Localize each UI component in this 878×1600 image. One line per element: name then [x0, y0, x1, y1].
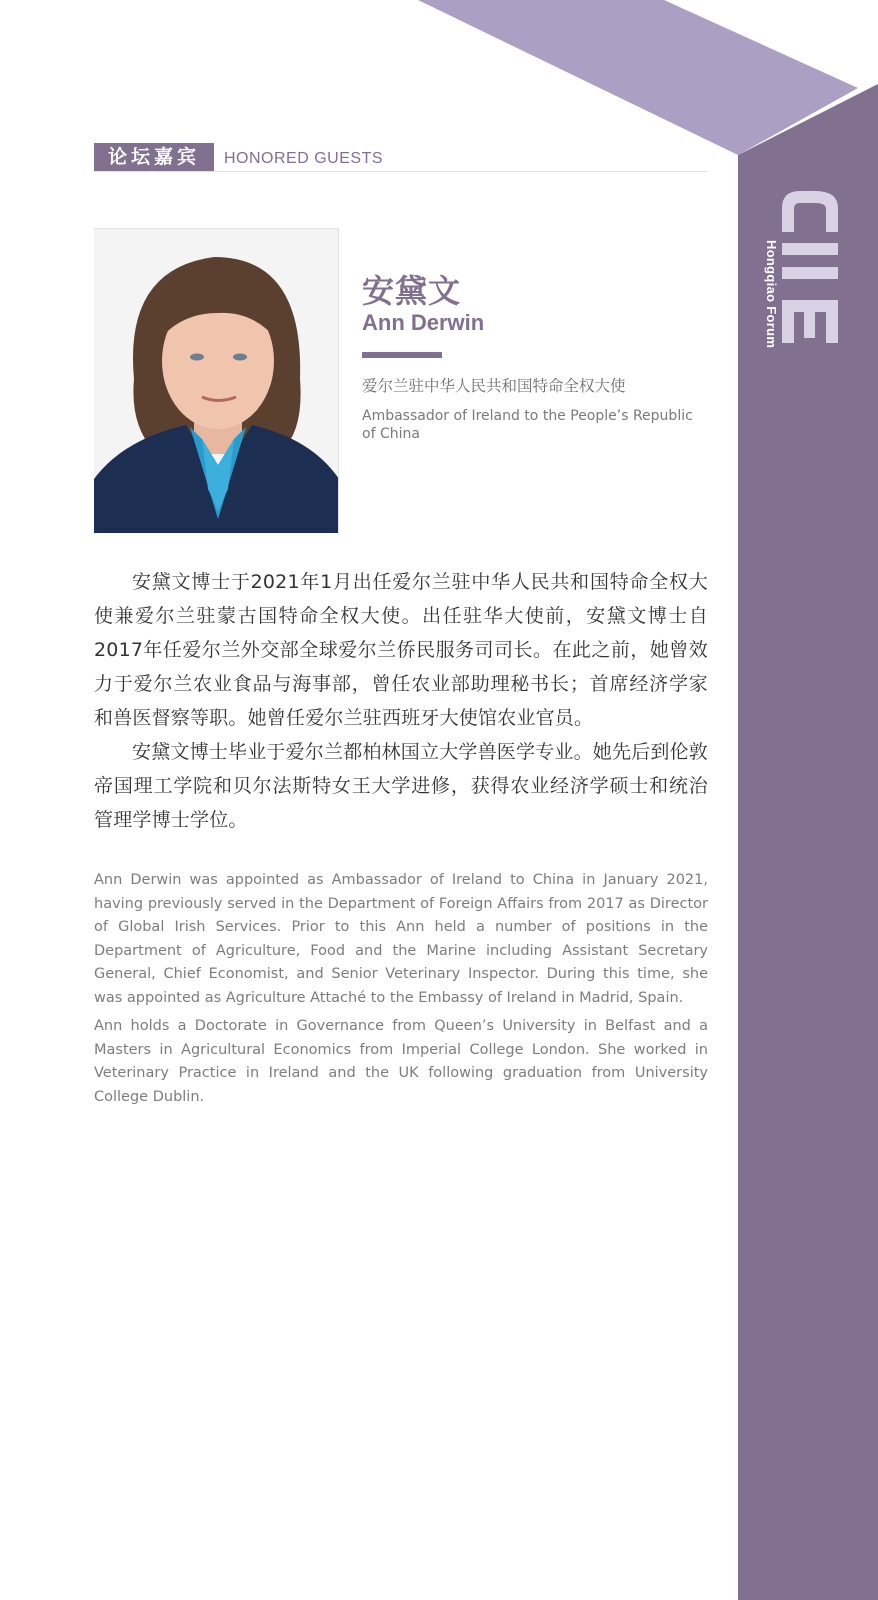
- biography-en: [94, 869, 708, 1114]
- guest-title-en: Ambassador of Ireland to the People’s Republic of China: [362, 408, 693, 442]
- biography-cn-paragraph: 安黛文博士毕业于爱尔兰都柏林国立大学兽医学专业。她先后到伦敦帝国理工学院和贝尔法斯特女王大学进修，获得农业经济学硕士和统治管理学博士学位。: [94, 741, 709, 831]
- section-title-cn: 论坛嘉宾: [94, 143, 214, 171]
- guest-portrait: [94, 228, 339, 533]
- guest-name-cn: 安黛文: [362, 272, 462, 310]
- section-title-en: HONORED GUESTS: [224, 150, 384, 167]
- biography-cn-paragraph: 安黛文博士于2021年1月出任爱尔兰驻中华人民共和国特命全权大使兼爱尔兰驻蒙古国特命全权大使。出任驻华大使前，安黛文博士自2017年任爱尔兰外交部全球爱尔兰侨民服务司司长。在此之前，她曾效力于爱尔兰农业食品与海事部，曾任农业部助理秘书长；首席经济学家和兽医督察等职。她曾任爱尔兰驻西班牙大使馆农业官员。: [94, 571, 708, 729]
- name-divider: [362, 352, 442, 358]
- biography-en-paragraph: Ann holds a Doctorate in Governance from Queen’s University in Belfast and a Masters in Agricultural Economics from Imperial College London. She worked in Veterinary Practice in Ireland and the UK following graduation from University College Dublin.: [94, 1018, 708, 1105]
- forum-name: Hongqiao Forum: [764, 240, 779, 349]
- portrait-photo-icon: [94, 229, 339, 533]
- guest-title-cn: 爱尔兰驻中华人民共和国特命全权大使: [362, 377, 626, 395]
- section-header: [94, 143, 707, 172]
- guest-name-en: Ann Derwin: [362, 310, 485, 335]
- biography-en-paragraph: Ann Derwin was appointed as Ambassador of Ireland to China in January 2021, having previously served in the Department of Foreign Affairs from 2017 as Director of Global Irish Services. Prior to this Ann held a number of positions in the Department of Agriculture, Food and the Marine including Assistant Secretary General, Chief Economist, and Senior Veterinary Inspector. During this time, she was appointed as Agriculture Attaché to the Embassy of Ireland in Madrid, Spain.: [94, 872, 708, 1006]
- biography-cn: [94, 565, 708, 837]
